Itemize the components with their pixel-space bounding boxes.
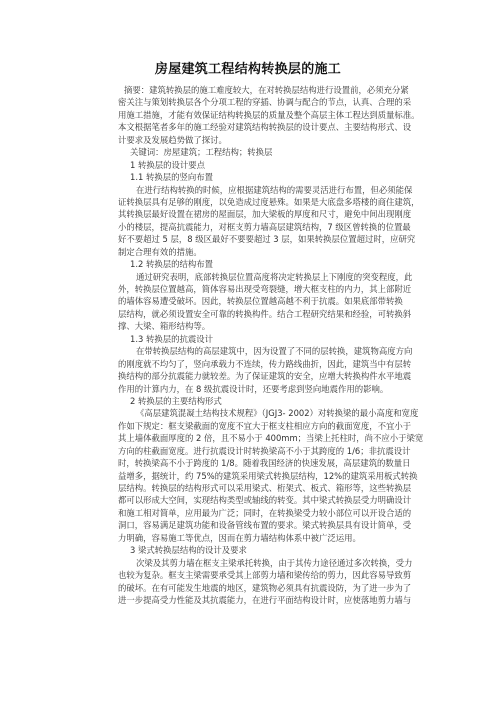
- paragraph-line: 本文根据笔者多年的施工经验对建筑结构转换层的设计要点、主要结构形式、设: [118, 122, 412, 133]
- keywords-line: 关键词：房屋建筑；工程结构；转换层: [130, 147, 273, 158]
- paragraph-line: 时，转换梁高不小于跨度的 1/8。随着我国经济的快速发展，高层建筑的数量日: [118, 458, 411, 469]
- section-heading: 3 梁式转换层结构的设计及要求: [130, 545, 247, 556]
- paragraph-line: 和施工相对简单，应用最为广泛；同时，在转换梁受力较小部位可以开设合适的: [118, 507, 412, 518]
- paragraph-line: 用施工措施，才能有效保证结构转换层的质量及整个高层主体工程达到质量标准。: [118, 109, 420, 120]
- paragraph-line: 撑、大梁、箱形结构等。: [118, 321, 211, 332]
- paragraph-line: 的刚度就不均匀了，竖向承载力不连续，传力路线曲折，因此，建筑当中有层转: [118, 358, 412, 369]
- paragraph-line: 计要求及发展趋势做了探讨。: [118, 134, 227, 145]
- paragraph-line: 其上墙体截面厚度的 2 倍，且不易小于 400mm；当梁上托柱时，尚不应小于梁宽: [118, 433, 424, 444]
- paragraph-line: 摘要：建筑转换层的施工难度较大，在对转换层结构进行设置前，必须充分紧: [124, 85, 409, 95]
- paragraph-line: 好不要超过 5 层，8 级区最好不要要超过 3 层，如果转换层位置超过时，应研究: [118, 234, 416, 245]
- subsection-heading: 1.2 转换层的结构布置: [130, 259, 213, 270]
- paragraph-line: 都可以形成大空间，实现结构类型或轴线的转变。其中梁式转换层受力明确设计: [118, 495, 412, 506]
- paragraph-line: 方向的柱截面宽度。进行抗震设计时转换梁高不小于其跨度的 1/6；非抗震设计: [118, 445, 411, 456]
- paragraph-line: 证转换层具有足够的刚度，以免造成过度悬殊。如果是大底盘多塔楼的商住建筑，: [118, 196, 420, 207]
- section-heading: 1 转换层的设计要点: [130, 159, 205, 170]
- subsection-heading: 1.3 转换层的抗震设计: [130, 333, 213, 344]
- paragraph-line: 进一步提高受力性能及其抗震能力，在进行平面结构设计时，应使落地剪力墙与: [118, 594, 412, 605]
- paragraph-line: 在带转换层结构的高层建筑中，因为设置了不同的层转换，建筑物高度方向: [136, 346, 413, 357]
- paragraph-line: 密关注与策划转换层各个分项工程的穿插、协调与配合的节点，认真、合理的采: [118, 97, 412, 108]
- paragraph-line: 力明确，容易施工等优点，因而在剪力墙结构体系中被广泛运用。: [118, 532, 361, 543]
- paragraph-line: 洞口，容易满足建筑功能和设备管线布置的要求。梁式转换层具有设计简单，受: [118, 520, 412, 531]
- paragraph-line: 次梁及其剪力墙在框支主梁承托转换，由于其传力途径通过多次转换，受力: [136, 557, 413, 568]
- paragraph-line: 通过研究表明，底部转换层位置高度将决定转换层上下刚度的突变程度，此: [136, 271, 413, 282]
- paragraph-line: 其转换层最好设置在裙房的屋面层，加大梁板的厚度和尺寸，避免中间出现刚度: [118, 209, 412, 220]
- paragraph-line: 《高层建筑混凝土结构技术规程》（JGJ3- 2002）对转换梁的最小高度和宽度: [136, 408, 419, 419]
- paragraph-line: 作如下规定：框支梁截面的宽度不宜大于框支柱相应方向的截面宽度，不宜小于: [118, 420, 412, 431]
- paragraph-line: 外，转换层位置越高，简体容易出现受弯裂缝，增大框支柱的内力，其上部附近: [118, 284, 412, 294]
- paragraph-line: 也较为复杂。框支主梁需要承受其上部剪力墙和梁传给的剪力，因此容易导致剪: [118, 570, 412, 581]
- paragraph-line: 层结构，就必须设置安全可靠的转换构件。结合工程研究结果和经验，可转换斜: [118, 308, 412, 319]
- paragraph-line: 层结构。转换层的结构形式可以采用梁式、桁架式、板式、箱形等，这些转换层: [118, 483, 412, 493]
- paragraph-line: 的墙体容易遭受破坏。因此，转换层位置越高越不利于抗震。如果底部带转换: [118, 296, 403, 307]
- paragraph-line: 小的楼层，提高抗震能力，对框支剪力墙高层建筑结构，7 级区曾转换的位置最: [118, 221, 411, 232]
- document-title: 房屋建筑工程结构转换层的施工: [154, 62, 342, 77]
- paragraph-line: 在进行结构转换的时候，应根据建筑结构的需要灵活进行布置，但必须能保: [136, 184, 413, 195]
- subsection-heading: 1.1 转换层的竖向布置: [130, 172, 213, 183]
- document-body: [118, 84, 424, 606]
- paragraph-line: 的破坏。在有可能发生地震的地区，建筑物必须具有抗震设防，为了进一步为了: [118, 582, 412, 593]
- paragraph-line: 制定合理有效的措施。: [118, 246, 202, 257]
- paragraph-line: 换结构的部分抗震能力就较差。为了保证建筑的安全，应增大转换构件水平地震: [118, 371, 412, 382]
- section-heading: 2 转换层的主要结构形式: [130, 395, 222, 406]
- paragraph-line: 益增多，据统计，约 75%的建筑采用梁式转换层结构，12%的建筑采用板式转换: [118, 470, 418, 481]
- paragraph-line: 作用的计算内力，在 8 级抗震设计时，还要考虑到竖向地震作用的影响。: [118, 383, 389, 394]
